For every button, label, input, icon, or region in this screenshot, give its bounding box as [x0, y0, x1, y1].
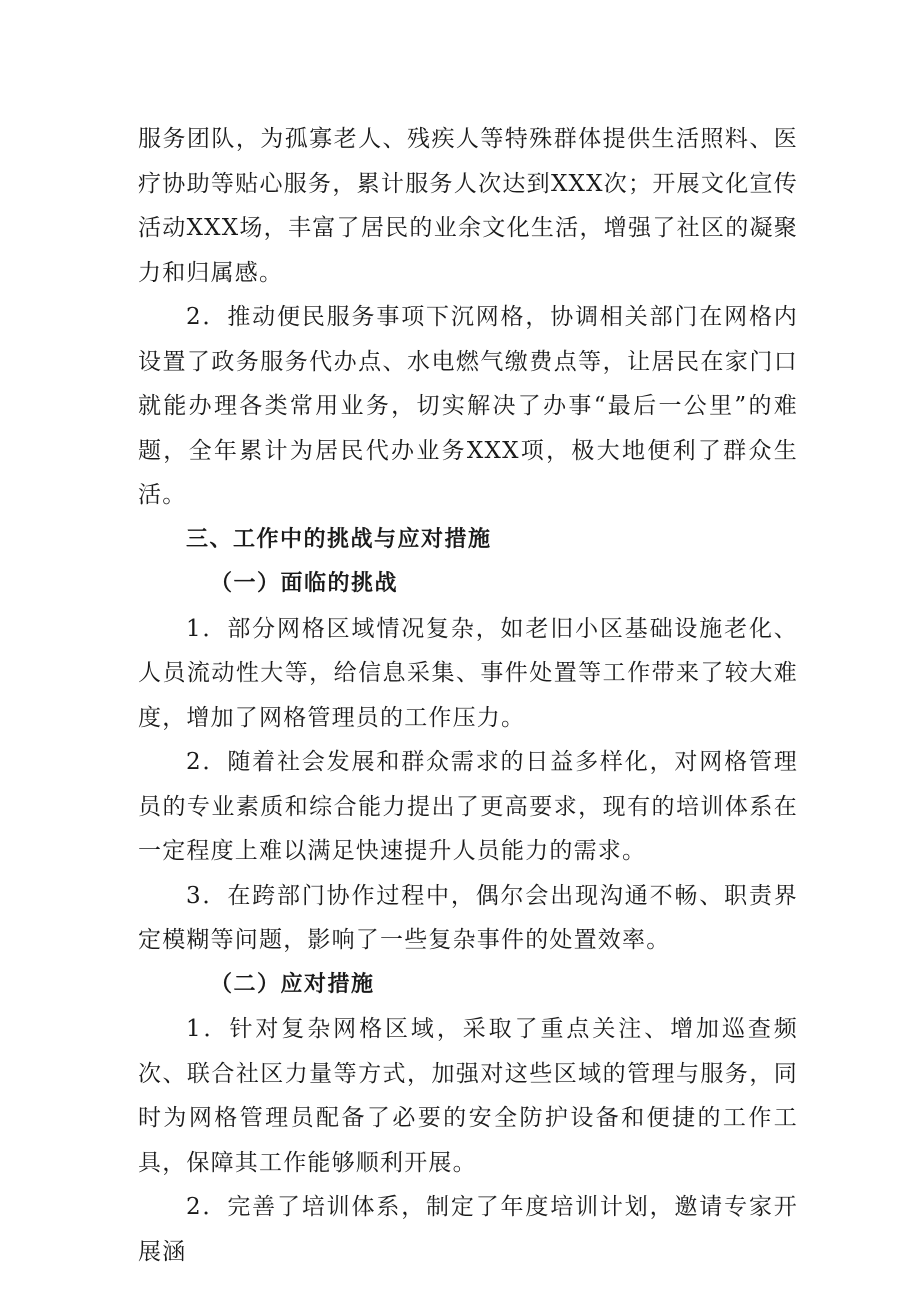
challenge-item-1: 1．部分网格区域情况复杂，如老旧小区基础设施老化、人员流动性大等，给信息采集、事件处置等工作带来了较大难度，增加了网格管理员的工作压力。	[138, 615, 798, 731]
subheading-measures: （二）应对措施	[210, 971, 375, 997]
measure-item-1: 1．针对复杂网格区域，采取了重点关注、增加巡查频次、联合社区力量等方式，加强对这些区域的管理与服务，同时为网格管理员配备了必要的安全防护设备和便捷的工作工具，保障其工作能够顺利开展。	[138, 1016, 798, 1176]
measure-item-2: 2．完善了培训体系，制定了年度培训计划，邀请专家开展涵	[138, 1194, 798, 1265]
subheading-challenges: （一）面临的挑战	[210, 571, 399, 596]
document-body	[138, 117, 798, 1274]
paragraph-convenience-services: 2．推动便民服务事项下沉网格，协调相关部门在网格内设置了政务服务代办点、水电燃气缴费点等，让居民在家门口就能办理各类常用业务，切实解决了办事“最后一公里”的难题，全年累计为居民代办业务XXX项，极大地便利了群众生活。	[138, 304, 798, 508]
paragraph-service-team: 服务团队，为孤寡老人、残疾人等特殊群体提供生活照料、医疗协助等贴心服务，累计服务人次达到XXX次；开展文化宣传活动XXX场，丰富了居民的业余文化生活，增强了社区的凝聚力和归属感。	[138, 126, 798, 286]
section-heading: 三、工作中的挑战与应对措施	[186, 526, 492, 552]
challenge-item-2: 2．随着社会发展和群众需求的日益多样化，对网格管理员的专业素质和综合能力提出了更高要求，现有的培训体系在一定程度上难以满足快速提升人员能力的需求。	[138, 749, 798, 864]
challenge-item-3: 3．在跨部门协作过程中，偶尔会出现沟通不畅、职责界定模糊等问题，影响了一些复杂事件的处置效率。	[138, 882, 798, 953]
